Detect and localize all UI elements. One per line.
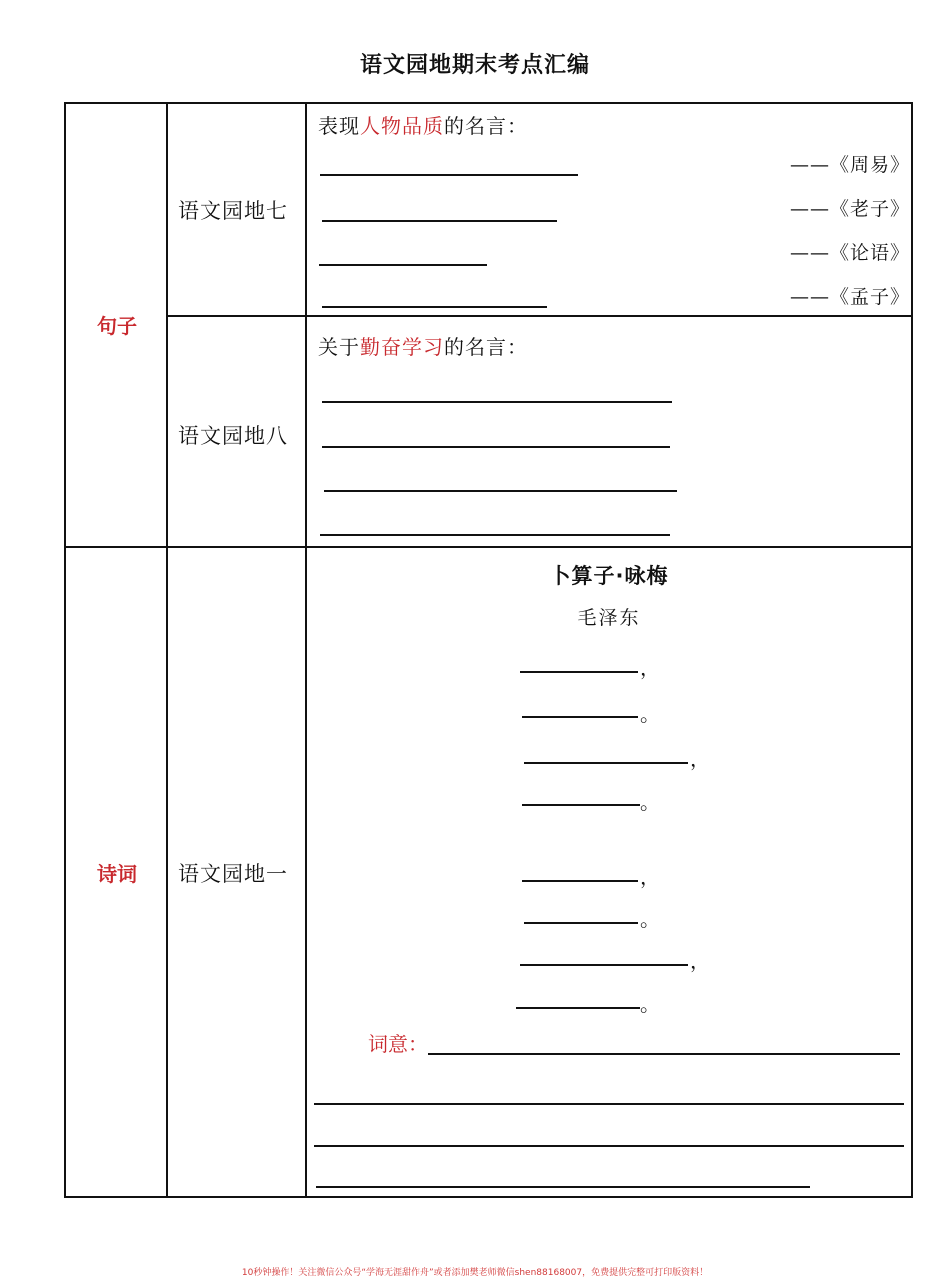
poem-title: 卜算子·咏梅 — [549, 564, 669, 588]
table-border-top — [64, 102, 913, 104]
meaning-blank[interactable] — [316, 1186, 810, 1188]
poem-line-blank[interactable] — [524, 922, 638, 924]
unit-label-8: 语文园地八 — [178, 424, 288, 448]
table-divider-category — [166, 102, 168, 1198]
character-quotes-prompt — [318, 110, 528, 139]
answer-blank[interactable] — [320, 174, 578, 176]
category-sentences: 句子 — [97, 314, 137, 338]
quote-source-mengzi: ——《孟子》 — [789, 286, 910, 308]
poem-line-blank[interactable] — [524, 762, 688, 764]
answer-blank[interactable] — [322, 220, 557, 222]
poem-line-blank[interactable] — [520, 964, 688, 966]
answer-blank[interactable] — [319, 264, 487, 266]
poem-punctuation: 。 — [640, 992, 660, 1016]
answer-blank[interactable] — [322, 306, 547, 308]
prompt-highlight: 勤奋学习 — [360, 335, 444, 359]
poem-punctuation: ， — [640, 656, 660, 680]
table-section-divider — [64, 546, 913, 548]
table-border-bottom — [64, 1196, 913, 1198]
poem-author: 毛泽东 — [577, 607, 641, 629]
answer-blank[interactable] — [322, 446, 670, 448]
poem-punctuation: 。 — [640, 702, 660, 726]
footer-notice: 10秒钟操作！关注微信公众号“学海无涯甜作舟”或者添加樊老师微信shen88168007，免费提供完整可打印版资料！ — [241, 1268, 709, 1278]
table-divider-unit — [305, 102, 307, 1198]
poem-punctuation: ， — [690, 747, 710, 771]
answer-blank[interactable] — [320, 534, 670, 536]
prompt-text: 表现 — [318, 114, 360, 138]
table-border-left — [64, 102, 66, 1198]
table-row-divider — [166, 315, 913, 317]
poem-punctuation: ， — [690, 949, 710, 973]
quote-source-laozi: ——《老子》 — [789, 198, 910, 220]
prompt-highlight: 人物品质 — [360, 114, 444, 138]
poem-line-blank[interactable] — [522, 804, 640, 806]
poem-punctuation: 。 — [640, 790, 660, 814]
poem-meaning-label: 词意： — [368, 1032, 428, 1056]
prompt-text: 关于 — [318, 335, 360, 359]
prompt-text: 的名言： — [444, 114, 528, 138]
category-poetry: 诗词 — [97, 862, 137, 886]
unit-label-7: 语文园地七 — [178, 199, 288, 223]
answer-blank[interactable] — [322, 401, 672, 403]
quote-source-lunyu: ——《论语》 — [789, 242, 910, 264]
meaning-blank[interactable] — [428, 1053, 900, 1055]
table-border-right — [911, 102, 913, 1198]
study-quotes-prompt — [318, 331, 528, 360]
poem-line-blank[interactable] — [516, 1007, 640, 1009]
prompt-text: 的名言： — [444, 335, 528, 359]
page-title: 语文园地期末考点汇编 — [359, 53, 590, 78]
quote-source-zhouyi: ——《周易》 — [789, 154, 910, 176]
unit-label-1: 语文园地一 — [178, 862, 288, 886]
answer-blank[interactable] — [324, 490, 677, 492]
poem-line-blank[interactable] — [522, 716, 638, 718]
meaning-blank[interactable] — [314, 1103, 904, 1105]
meaning-blank[interactable] — [314, 1145, 904, 1147]
poem-punctuation: ， — [640, 865, 660, 889]
poem-punctuation: 。 — [640, 907, 660, 931]
poem-line-blank[interactable] — [522, 880, 638, 882]
poem-line-blank[interactable] — [520, 671, 638, 673]
